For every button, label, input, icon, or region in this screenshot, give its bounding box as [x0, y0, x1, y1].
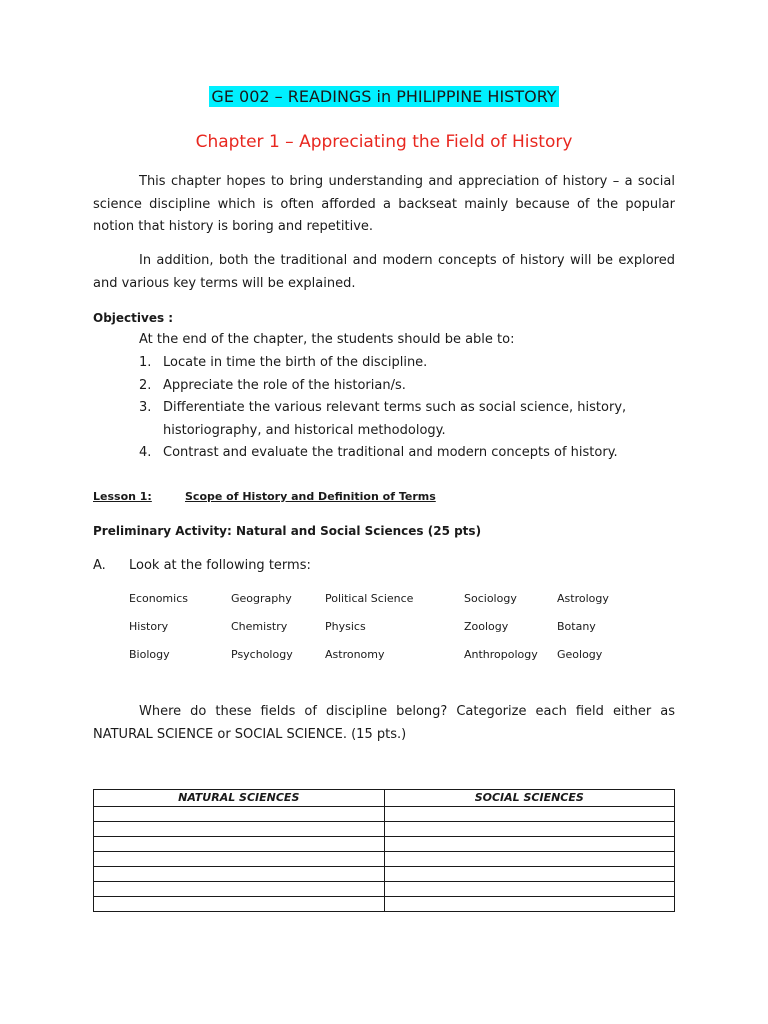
- lesson-title: Scope of History and Definition of Terms: [185, 490, 436, 503]
- table-cell[interactable]: [94, 867, 385, 882]
- objective-text: Contrast and evaluate the traditional and modern concepts of history.: [163, 445, 618, 460]
- objective-item: [139, 397, 679, 442]
- table-cell[interactable]: [384, 882, 675, 897]
- term: Chemistry: [231, 620, 288, 633]
- terms-grid: [129, 589, 689, 673]
- term: Sociology: [464, 592, 517, 605]
- term: Biology: [129, 648, 170, 661]
- table-row: [94, 807, 675, 822]
- table-cell[interactable]: [94, 897, 385, 912]
- term: Anthropology: [464, 648, 538, 661]
- table-cell[interactable]: [384, 852, 675, 867]
- term: Psychology: [231, 648, 293, 661]
- term: History: [129, 620, 169, 633]
- natural-sciences-header: NATURAL SCIENCES: [94, 790, 385, 807]
- preliminary-activity-heading: Preliminary Activity: Natural and Social Sciences (25 pts): [93, 524, 482, 538]
- table-cell[interactable]: [94, 822, 385, 837]
- term: Geology: [557, 648, 603, 661]
- term: Astrology: [557, 592, 609, 605]
- term: Political Science: [325, 592, 414, 605]
- term: Botany: [557, 620, 596, 633]
- table-header-row: [94, 790, 675, 807]
- table-cell[interactable]: [384, 822, 675, 837]
- categorization-table-container: [93, 789, 675, 912]
- objectives-intro: At the end of the chapter, the students should be able to:: [139, 332, 515, 347]
- table-cell[interactable]: [94, 837, 385, 852]
- table-row: [94, 822, 675, 837]
- table-row: [94, 852, 675, 867]
- course-title-text: GE 002 – READINGS in PHILIPPINE HISTORY: [211, 87, 557, 106]
- objectives-heading: Objectives :: [93, 311, 174, 325]
- objective-item: [139, 375, 679, 398]
- question-paragraph: Where do these fields of discipline belong? Categorize each field either as NATURAL SCIENCE or SOCIAL SCIENCE. (15 pts.): [93, 704, 675, 742]
- objectives-list: [139, 352, 679, 465]
- table-cell[interactable]: [94, 807, 385, 822]
- table-row: [94, 837, 675, 852]
- intro-paragraph: This chapter hopes to bring understanding and appreciation of history – a social science discipline which is often afforded a backseat mainly because of the popular notion that history is boring and repetitive.: [93, 174, 675, 234]
- social-sciences-header: SOCIAL SCIENCES: [384, 790, 675, 807]
- table-cell[interactable]: [384, 897, 675, 912]
- part-a-text: Look at the following terms:: [129, 558, 311, 573]
- objective-number: 1.: [139, 355, 152, 370]
- term: Geography: [231, 592, 292, 605]
- objective-item: [139, 352, 679, 375]
- table-cell[interactable]: [384, 807, 675, 822]
- table-row: [94, 897, 675, 912]
- objective-item: [139, 442, 679, 465]
- part-a: [93, 556, 311, 576]
- lesson-heading: [93, 489, 436, 505]
- objective-number: 3.: [139, 400, 152, 415]
- objective-text: Differentiate the various relevant terms such as social science, history, historiography, and historical methodology.: [163, 400, 627, 438]
- addition-paragraph: In addition, both the traditional and modern concepts of history will be explored and various key terms will be explained.: [93, 253, 675, 291]
- table-cell[interactable]: [384, 837, 675, 852]
- term: Astronomy: [325, 648, 385, 661]
- table-cell[interactable]: [94, 852, 385, 867]
- course-title: [0, 86, 768, 108]
- lesson-label: Lesson 1:: [93, 490, 152, 503]
- objective-number: 4.: [139, 445, 152, 460]
- terms-row: [129, 645, 689, 673]
- table-cell[interactable]: [94, 882, 385, 897]
- categorization-table: [93, 789, 675, 912]
- term: Physics: [325, 620, 366, 633]
- term: Economics: [129, 592, 188, 605]
- table-cell[interactable]: [384, 867, 675, 882]
- table-row: [94, 867, 675, 882]
- objective-text: Locate in time the birth of the discipline.: [163, 355, 428, 370]
- objective-text: Appreciate the role of the historian/s.: [163, 377, 406, 393]
- objective-number: 2.: [139, 377, 152, 393]
- part-a-letter: A.: [93, 558, 106, 573]
- term: Zoology: [464, 620, 509, 633]
- terms-row: [129, 589, 689, 617]
- table-row: [94, 882, 675, 897]
- chapter-title: Chapter 1 – Appreciating the Field of History: [195, 132, 573, 152]
- terms-row: [129, 617, 689, 645]
